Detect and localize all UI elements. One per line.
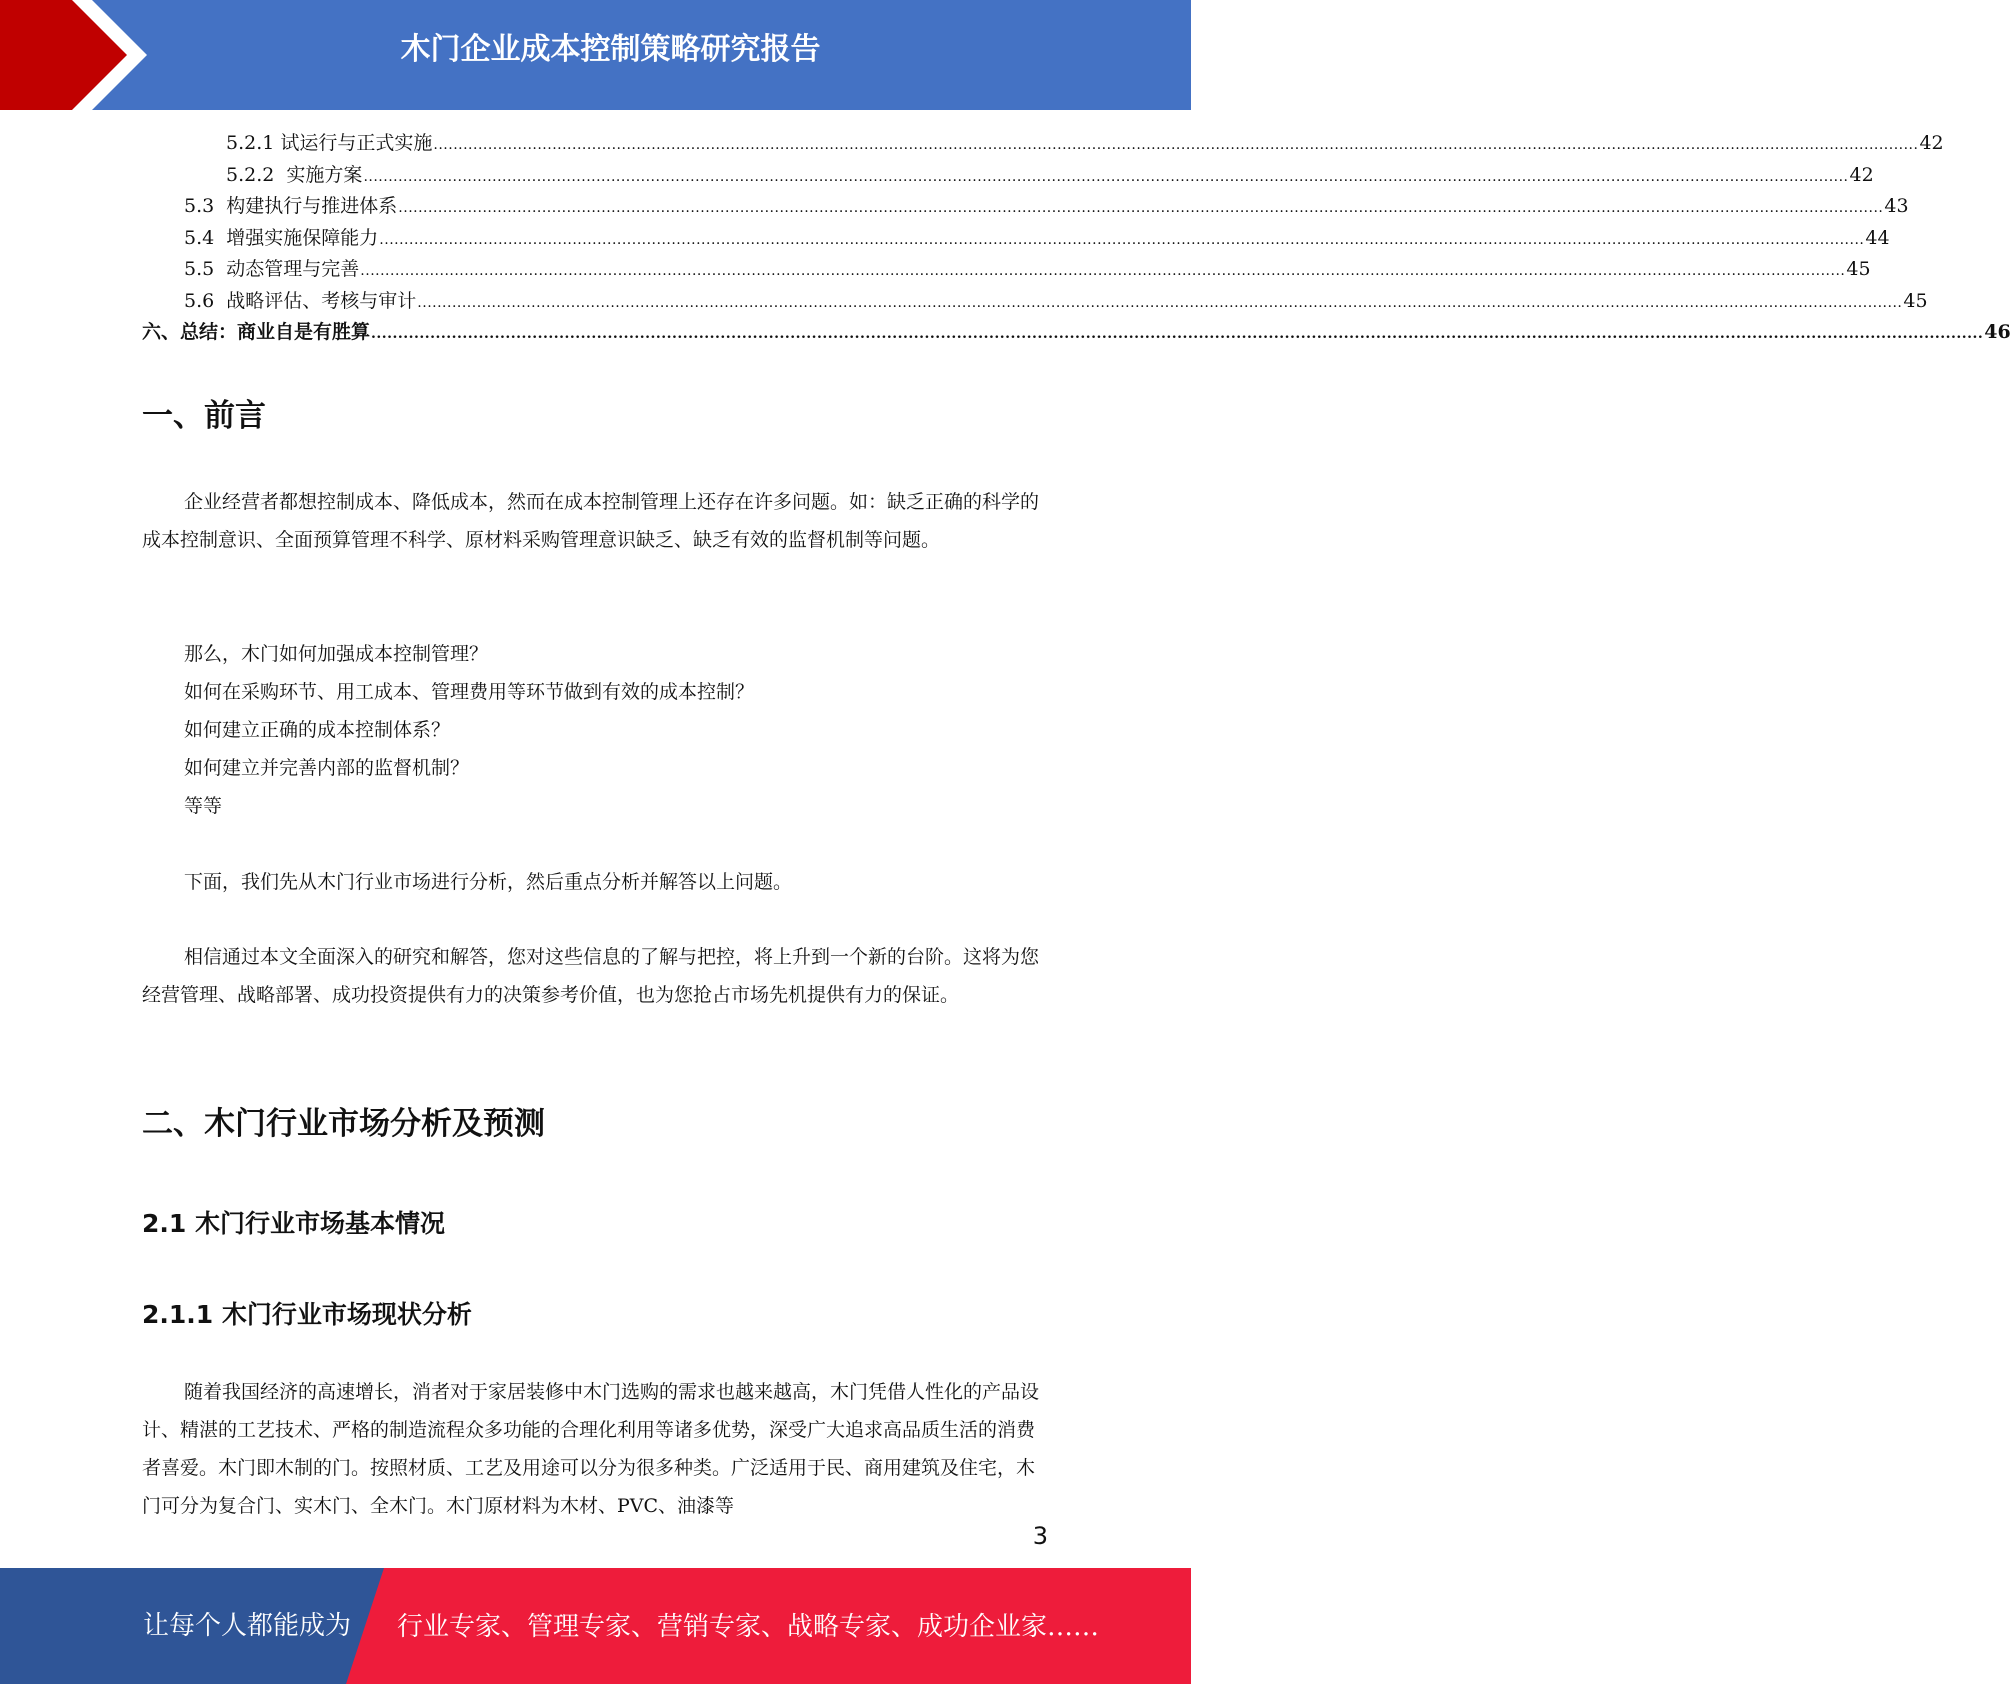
toc-dot-leader: ............................................................................................................................................................................................................................................................................................................	[371, 326, 1984, 342]
toc-dot-leader: ............................................................................................................................................................................................................................................................................................................	[398, 200, 1884, 216]
market-status-paragraph: 随着我国经济的高速增长，消者对于家居装修中木门选购的需求也越来越高，木门凭借人性化的产品设计、精湛的工艺技术、严格的制造流程众多功能的合理化利用等诸多优势，深受广大追求高品质生活的消费者喜爱。木门即木制的门。按照材质、工艺及用途可以分为很多种类。广泛适用于民、商用建筑及住宅，木门可分为复合门、实木门、全木门。木门原材料为木材、PVC、油漆等	[142, 1381, 1040, 1517]
footer-slogan-right: 行业专家、管理专家、营销专家、战略专家、成功企业家……	[397, 1612, 1100, 1642]
page-footer	[0, 1568, 1191, 1684]
page-number: 3	[1032, 1522, 1048, 1550]
preface-question: 如何建立并完善内部的监督机制？	[184, 757, 470, 779]
toc-entry[interactable]	[142, 317, 2011, 349]
toc-dot-leader: ............................................................................................................................................................................................................................................................................................................	[433, 137, 1919, 153]
toc-entry[interactable]	[142, 128, 1944, 160]
toc-entry-label: 5.5 动态管理与完善	[184, 258, 360, 280]
toc-entry[interactable]	[142, 286, 1928, 318]
toc-entry-label: 六、总结：商业自是有胜算	[142, 321, 371, 343]
toc-entry-label: 5.3 构建执行与推进体系	[184, 195, 398, 217]
section-heading-market-analysis: 二、木门行业市场分析及预测	[142, 1106, 545, 1142]
toc-entry-page: 45	[1846, 258, 1871, 280]
section-heading-preface: 一、前言	[142, 398, 266, 434]
toc-entry-page: 45	[1903, 289, 1928, 312]
toc-entry-page: 43	[1884, 195, 1909, 217]
subsection-heading-2-1: 2.1 木门行业市场基本情况	[142, 1209, 445, 1238]
toc-dot-leader: ............................................................................................................................................................................................................................................................................................................	[417, 294, 1903, 311]
toc-dot-leader: ............................................................................................................................................................................................................................................................................................................	[363, 168, 1849, 185]
toc-entry-label: 5.2.2 实施方案	[226, 163, 363, 186]
toc-entry[interactable]	[142, 191, 1909, 223]
toc-entry-page: 44	[1865, 226, 1890, 249]
preface-question: 那么，木门如何加强成本控制管理？	[184, 643, 489, 665]
toc-entry-label: 5.6 战略评估、考核与审计	[184, 289, 417, 312]
toc-entry-label: 5.2.1 试运行与正式实施	[226, 132, 433, 154]
toc-dot-leader: ............................................................................................................................................................................................................................................................................................................	[360, 263, 1846, 279]
preface-paragraph-1: 企业经营者都想控制成本、降低成本，然而在成本控制管理上还存在许多问题。如：缺乏正确的科学的成本控制意识、全面预算管理不科学、原材料采购管理意识缺乏、缺乏有效的监督机制等问题。	[142, 491, 1040, 551]
preface-question-list	[184, 635, 754, 825]
preface-paragraph-3: 相信通过本文全面深入的研究和解答，您对这些信息的了解与把控，将上升到一个新的台阶。这将为您经营管理、战略部署、成功投资提供有力的决策参考价值，也为您抢占市场先机提供有力的保证。	[142, 946, 1040, 1006]
subsection-heading-2-1-1: 2.1.1 木门行业市场现状分析	[142, 1300, 472, 1329]
report-title: 木门企业成本控制策略研究报告	[400, 32, 821, 67]
toc-entry-page: 42	[1849, 163, 1874, 186]
preface-question: 如何建立正确的成本控制体系？	[184, 719, 451, 741]
table-of-contents	[142, 128, 2011, 349]
toc-entry[interactable]	[142, 254, 1871, 286]
preface-question: 如何在采购环节、用工成本、管理费用等环节做到有效的成本控制？	[184, 681, 755, 703]
page-header	[0, 0, 1191, 110]
footer-slogan-left: 让每个人都能成为	[143, 1611, 352, 1641]
toc-entry-page: 46	[1984, 321, 2011, 343]
toc-entry[interactable]	[142, 160, 1874, 192]
toc-dot-leader: ............................................................................................................................................................................................................................................................................................................	[379, 231, 1865, 248]
toc-entry-page: 42	[1919, 132, 1944, 154]
preface-paragraph-2: 下面，我们先从木门行业市场进行分析，然后重点分析并解答以上问题。	[184, 871, 793, 893]
toc-entry-label: 5.4 增强实施保障能力	[184, 226, 379, 249]
preface-question: 等等	[184, 795, 223, 817]
toc-entry[interactable]	[142, 223, 1890, 255]
